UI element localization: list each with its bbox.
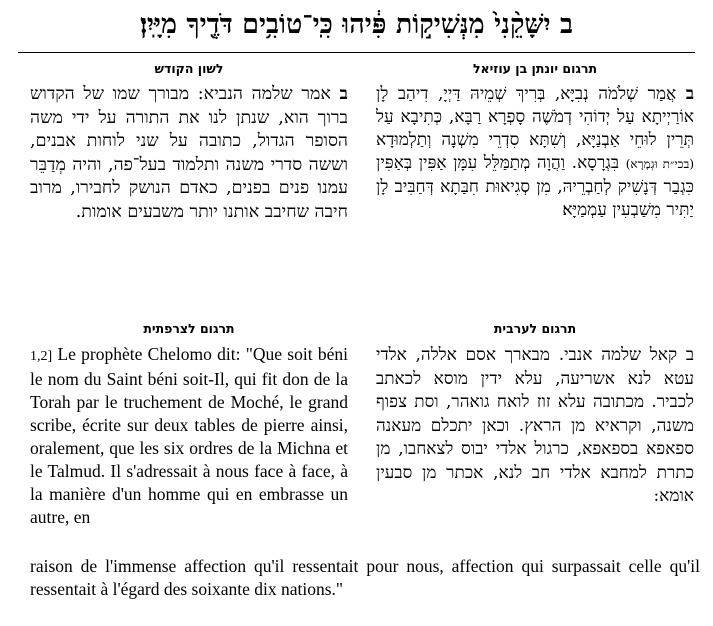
targum-french-text: [30, 343, 348, 529]
targum-arabic-title: תרגום לערבית: [493, 321, 577, 336]
targum-french-verse-ref: 1,2]: [30, 349, 53, 364]
targum-french-tail: raison de l'immense affection qu'il ressentait pour nous, affection qui surpassait celle qu'il ressentait à l'égard des soixante dix nations.": [30, 556, 700, 599]
targum-yonatan-text-before: אֲמַר שְׁלֹמֹה נְבִיָּא, בְּרִיךְ שְׁמֵיהּ דַּיְיָ, דִיהַב לָן אוֹרַיְיתָא עַל יְדוֹהִי דְמֹשֶׁה סָפְרָא רַבָּא, כְּתִיבָא עַל תְּרֵין לוּחֵי אַבְנַיָּא, וְשִׁתָּא סִדְרֵי מִשְׁנָה וְתַלְמוּדָא: [376, 84, 694, 150]
targum-french-body: Le prophète Chelomo dit: "Que soit béni le nom du Saint béni soit-Il, qui fit don de la Torah par le truchement de Moché, le grand scribe, écrite sur deux tables de pierre ainsi, oralement, que les six ordres de la Michna et le Talmud. Il s'adressait à nous face à face, à la manière d'un homme qui en embrasse un autre, en: [30, 344, 348, 527]
targum-arabic-body: קאל שלמה אנבי. מבארך אסם אללה, אלדי עטא לנא אשריעה, עלא ידין מוסא לכאתב לכביר. מכתובה עלא זוז לואח גואהר, וסת צפוף משנה, וקראיא מן הראץ. וכאן יתכלם מעאנה ספאפא בספאפא, כרגול אלדי יבוס לצאחבו, מן כתרת למחבא אלדי חב לנא, אכתר מן סבעין אומא:: [376, 345, 694, 506]
lashon-hakodesh-body: אמר שלמה הנביא: מבורך שמו של הקדוש ברוך הוא, שנתן לנו את התורה על ידי משה הסופר הגדול, כתובה על שני לוחות אבנים, וששה סדרי משנה ותלמוד בעל־פה, והיה מְדַבֵּר עמנו פנים בפנים, כאדם הנושק לחבירו, מרוב חיבה שחיבב אותנו יותר משבעים אומות.: [30, 84, 348, 222]
targum-arabic-verse-number: ב: [685, 345, 695, 365]
targum-french-title: תרגום לצרפתית: [143, 321, 235, 336]
lashon-hakodesh-title: לשון הקודש: [154, 61, 224, 76]
lashon-hakodesh-verse-number: ב: [339, 84, 348, 104]
verse-header-text: יִשָּׁקֵ֨נִי֙ מִנְּשִׁיק֣וֹת פִּ֔יהוּ כִּֽי־טוֹבִ֥ים דֹּדֶ֖יךָ מִיָּֽיִן׃: [139, 9, 551, 40]
header-divider: [18, 52, 695, 53]
targum-yonatan-text-after: בִּגְרָסָא. וַהֲוָה מְתַמַּלֵּל עִמָּן אַפִּין בְּאַפִּין כִּגְבַר דְּנָשִׁיק לְחַבְרֵיהּ, מִן סְגִיאוּת חִבַּתָא דְּחַבִּיב לָן יַתִּיר מִשַׁבְעִין עַמְמַיָּא׃: [376, 153, 694, 220]
targum-yonatan-verse-number: ב: [685, 84, 695, 104]
targum-yonatan-aside: (בכי״ת וּגְמָרָא): [625, 157, 695, 171]
targum-yonatan-text: [376, 83, 694, 222]
lashon-hakodesh-text: [30, 83, 348, 224]
verse-header-number: ב: [560, 9, 574, 40]
targum-arabic-text: [376, 344, 694, 509]
targum-yonatan-title: תרגום יונתן בן עוזיאל: [472, 61, 598, 76]
verse-header: [18, 2, 695, 52]
